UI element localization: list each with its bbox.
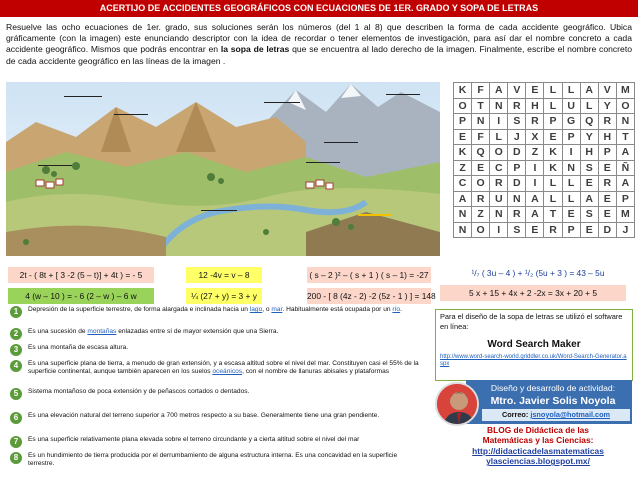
answer-line-8[interactable] [201, 210, 237, 211]
grid-cell[interactable]: I [490, 222, 508, 238]
instructions: Resuelve las ocho ecuaciones de 1er. grado, sus soluciones serán los números (del 1 al 8) que describen la forma de cada accidente geográfico. Ubica gráficamente (con la imagen) este enunciando descriptor con la idea de recordar o tener elementos de investigación, para así dar el nombre concreto a cada accidente geográfico. Mismos que podrás encontrar en la sopa de letras que se encuentra al lado derecho de la imagen. Finalmente, escribe el nombre concreto de cada accidente geográfico en las líneas de la imagen . [6, 22, 632, 66]
grid-row [454, 160, 635, 176]
grid-cell[interactable]: Y [598, 98, 616, 114]
grid-cell[interactable]: K [544, 160, 562, 176]
grid-cell[interactable]: I [526, 160, 544, 176]
oceanicos-link[interactable]: oceánicos [212, 368, 243, 376]
page-title: ACERTIJO DE ACCIDENTES GEOGRÁFICOS CON ECUACIONES DE 1ER. GRADO Y SOPA DE LETRAS [0, 0, 638, 17]
equation-1: 2t - ( 8t + [ 3 -2 (5 – t)] + 4t ) = - 5 [8, 267, 154, 283]
grid-cell[interactable]: O [454, 98, 472, 114]
grid-cell[interactable]: A [490, 83, 508, 99]
landscape-illustration [6, 82, 440, 256]
grid-cell[interactable]: R [598, 114, 616, 130]
grid-cell[interactable]: N [490, 98, 508, 114]
montanas-link[interactable]: montañas [87, 328, 117, 335]
clue-number: 2 [10, 328, 22, 340]
grid-cell[interactable]: V [598, 83, 616, 99]
clue-number: 4 [10, 360, 22, 372]
grid-cell[interactable]: R [526, 114, 544, 130]
grid-cell[interactable]: L [544, 83, 562, 99]
grid-cell[interactable]: N [562, 160, 580, 176]
grid-row [454, 222, 635, 238]
grid-cell[interactable]: P [508, 160, 526, 176]
grid-cell[interactable]: J [508, 129, 526, 145]
landscape-image [6, 82, 440, 256]
grid-cell[interactable]: E [526, 222, 544, 238]
grid-cell[interactable]: A [580, 83, 598, 99]
answer-line-4[interactable] [386, 94, 420, 95]
grid-cell[interactable]: Ñ [616, 160, 634, 176]
grid-cell[interactable]: P [562, 129, 580, 145]
lago-link[interactable]: lago [249, 306, 263, 313]
grid-cell[interactable]: D [598, 222, 616, 238]
grid-cell[interactable]: N [490, 207, 508, 223]
answer-line-9[interactable] [358, 214, 392, 216]
grid-cell[interactable]: Z [454, 160, 472, 176]
grid-cell[interactable]: T [616, 129, 634, 145]
clue-number: 7 [10, 436, 22, 448]
grid-cell[interactable]: L [580, 98, 598, 114]
grid-cell[interactable]: A [616, 145, 634, 161]
grid-cell[interactable]: C [454, 176, 472, 192]
grid-cell[interactable]: S [580, 207, 598, 223]
grid-cell[interactable]: E [562, 207, 580, 223]
equation-4: ¹/₇ ( 3u – 4 ) + ¹/₂ (5u + 3 ) = 43 – 5u [471, 268, 605, 278]
grid-cell[interactable]: I [562, 145, 580, 161]
grid-cell[interactable]: A [616, 176, 634, 192]
grid-cell[interactable]: E [472, 160, 490, 176]
grid-cell[interactable]: Q [472, 145, 490, 161]
grid-cell[interactable]: L [562, 83, 580, 99]
grid-row [454, 176, 635, 192]
grid-cell[interactable]: N [616, 114, 634, 130]
grid-cell[interactable]: T [544, 207, 562, 223]
grid-cell[interactable]: L [544, 98, 562, 114]
grid-cell[interactable]: S [508, 222, 526, 238]
equation-2: 12 -4v = v – 8 [186, 267, 262, 283]
equation-8: 5 x + 15 + 4x + 2 -2x = 3x + 20 + 5 [440, 285, 626, 301]
clue-number: 3 [10, 344, 22, 356]
grid-cell[interactable]: R [508, 98, 526, 114]
grid-cell[interactable]: Z [472, 207, 490, 223]
grid-cell[interactable]: S [580, 160, 598, 176]
clue-number: 8 [10, 452, 22, 464]
grid-cell[interactable]: I [526, 176, 544, 192]
tool-link[interactable]: http://www.word-search-world.griddler.co.uk/Word-Search-Generator.aspx [440, 354, 627, 368]
grid-cell[interactable]: R [472, 191, 490, 207]
grid-cell[interactable]: N [454, 207, 472, 223]
grid-row [454, 83, 635, 99]
grid-row [454, 191, 635, 207]
grid-cell[interactable]: S [508, 114, 526, 130]
grid-cell[interactable]: F [472, 129, 490, 145]
grid-cell[interactable]: M [616, 207, 634, 223]
grid-cell[interactable]: E [598, 160, 616, 176]
grid-cell[interactable]: T [472, 98, 490, 114]
blog-link-cont[interactable]: ylasciencias.blogspot.mx/ [486, 456, 590, 467]
mar-link[interactable]: mar [271, 306, 283, 313]
equation-6: ¼ (27 + y) = 3 + y [186, 288, 262, 304]
equation-5: 4 (w – 10 ) = - 6 (2 – w ) – 6 w [8, 288, 154, 304]
author-email: Correo: jsnoyola@hotmail.com [482, 409, 630, 421]
grid-cell[interactable]: H [598, 129, 616, 145]
grid-cell[interactable]: H [580, 145, 598, 161]
grid-cell[interactable]: O [472, 222, 490, 238]
grid-cell[interactable]: P [562, 222, 580, 238]
grid-cell[interactable]: E [598, 207, 616, 223]
grid-row [454, 98, 635, 114]
grid-cell[interactable]: K [454, 145, 472, 161]
software-credit: Para el diseño de la sopa de letras se utilizó el software en línea: Word Search Maker http://www.word-search-world.griddler.co.uk/Word-Search-Generator.aspx [435, 309, 633, 381]
grid-cell[interactable]: A [580, 191, 598, 207]
grid-cell[interactable]: I [490, 114, 508, 130]
grid-cell[interactable]: X [526, 129, 544, 145]
grid-cell[interactable]: R [490, 176, 508, 192]
grid-cell[interactable]: D [508, 145, 526, 161]
grid-cell[interactable]: R [508, 207, 526, 223]
grid-cell[interactable]: H [526, 98, 544, 114]
equation-7: 200 - [ 8 (4z - 2) -2 (5z - 1 ) ] = 148 [307, 288, 431, 304]
answer-line-3[interactable] [264, 102, 300, 103]
blog-credit: BLOG de Didáctica de las Matemáticas y las Ciencias: http://didacticadelasmatematicas ylasciencias.blogspot.mx/ [440, 425, 636, 467]
rio-link[interactable]: río [392, 306, 401, 313]
grid-cell[interactable]: E [454, 129, 472, 145]
grid-cell[interactable]: R [544, 222, 562, 238]
grid-cell[interactable]: K [454, 83, 472, 99]
grid-cell[interactable]: Z [526, 145, 544, 161]
grid-cell[interactable]: L [544, 191, 562, 207]
grid-cell[interactable]: K [544, 145, 562, 161]
grid-cell[interactable]: O [616, 98, 634, 114]
grid-cell[interactable]: G [562, 114, 580, 130]
grid-row [454, 207, 635, 223]
answer-line-7[interactable] [38, 165, 72, 166]
grid-cell[interactable]: Q [580, 114, 598, 130]
grid-cell[interactable]: O [472, 176, 490, 192]
grid-cell[interactable]: R [598, 176, 616, 192]
grid-cell[interactable]: A [526, 191, 544, 207]
grid-row [454, 145, 635, 161]
grid-cell[interactable]: L [544, 176, 562, 192]
grid-cell[interactable]: F [472, 83, 490, 99]
grid-cell[interactable]: Y [580, 129, 598, 145]
grid-cell[interactable]: P [616, 191, 634, 207]
grid-cell[interactable]: N [508, 191, 526, 207]
email-link[interactable]: jsnoyola@hotmail.com [530, 410, 611, 419]
grid-cell[interactable]: A [454, 191, 472, 207]
grid-cell[interactable]: P [598, 145, 616, 161]
grid-row [454, 129, 635, 145]
grid-cell[interactable]: L [490, 129, 508, 145]
grid-cell[interactable]: L [562, 191, 580, 207]
grid-cell[interactable]: N [472, 114, 490, 130]
grid-cell[interactable]: O [490, 145, 508, 161]
answer-line-1[interactable] [64, 96, 102, 97]
grid-cell[interactable]: P [544, 114, 562, 130]
author-role: Diseño y desarrollo de actividad: [490, 383, 616, 393]
blog-link[interactable]: http://didacticadelasmatematicas [472, 445, 604, 456]
clue-number: 1 [10, 306, 22, 318]
grid-cell[interactable]: P [454, 114, 472, 130]
grid-cell[interactable]: C [490, 160, 508, 176]
grid-cell[interactable]: J [616, 222, 634, 238]
answer-line-5[interactable] [324, 142, 358, 143]
grid-cell[interactable]: E [580, 176, 598, 192]
grid-cell[interactable]: A [526, 207, 544, 223]
grid-cell[interactable]: N [454, 222, 472, 238]
clue-number: 5 [10, 388, 22, 400]
grid-cell[interactable]: U [562, 98, 580, 114]
grid-row [454, 114, 635, 130]
grid-cell[interactable]: E [598, 191, 616, 207]
grid-cell[interactable]: D [508, 176, 526, 192]
grid-cell[interactable]: U [490, 191, 508, 207]
word-search-grid [453, 82, 635, 238]
clue-number: 6 [10, 412, 22, 424]
equation-3: ( s – 2 )² – ( s + 1 ) ( s – 1) = -27 [307, 267, 431, 283]
author-name: Mtro. Javier Solis Noyola [490, 395, 616, 407]
answer-line-2[interactable] [114, 114, 148, 115]
grid-cell[interactable]: V [508, 83, 526, 99]
tool-name: Word Search Maker [487, 339, 581, 350]
grid-cell[interactable]: L [562, 176, 580, 192]
grid-cell[interactable]: E [526, 83, 544, 99]
grid-cell[interactable]: E [580, 222, 598, 238]
grid-cell[interactable]: E [544, 129, 562, 145]
answer-line-6[interactable] [306, 162, 340, 163]
grid-cell[interactable]: M [616, 83, 634, 99]
